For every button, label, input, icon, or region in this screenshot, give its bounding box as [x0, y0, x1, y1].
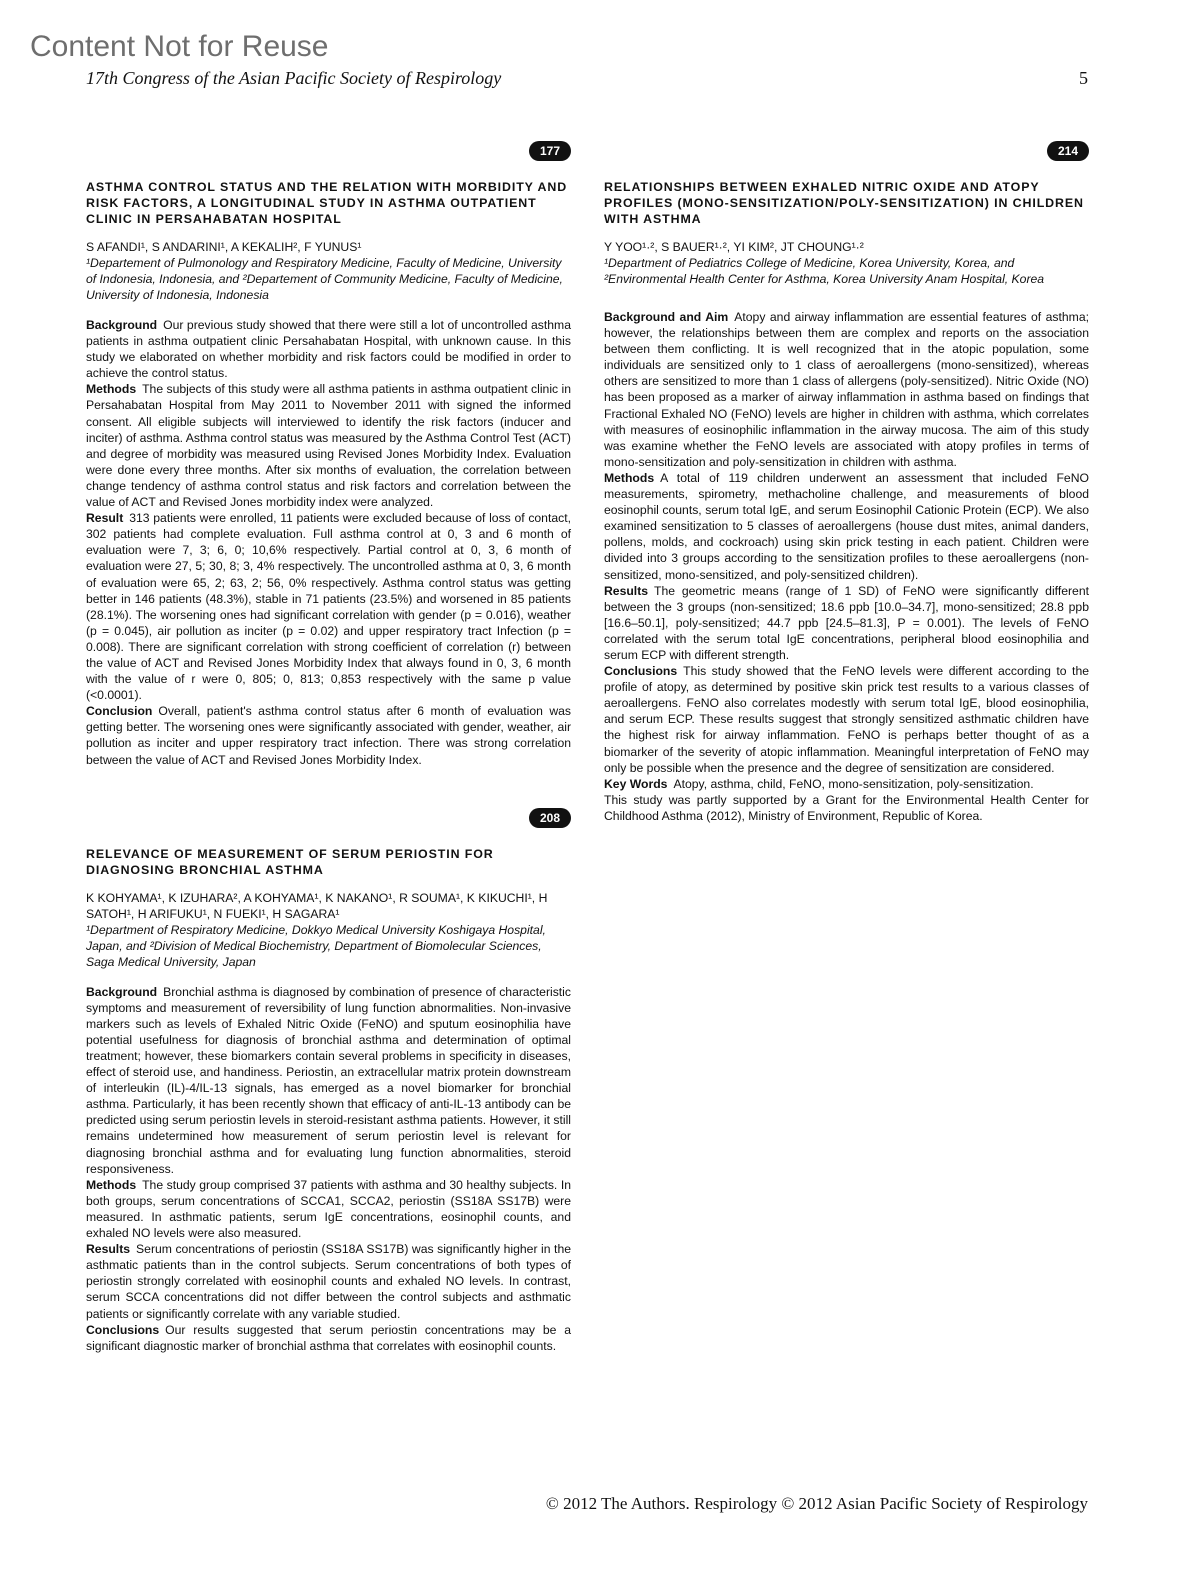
section-methods — [604, 470, 1089, 583]
section-label: Methods — [86, 1177, 137, 1192]
abstract-title: RELEVANCE OF MEASUREMENT OF SERUM PERIOSTIN FOR DIAGNOSING BRONCHIAL ASTHMA — [86, 846, 494, 877]
abstract-177 — [86, 141, 571, 768]
abstract-title: RELATIONSHIPS BETWEEN EXHALED NITRIC OXIDE AND ATOPY PROFILES (MONO-SENSITIZATION/POLY-SENSITIZATION) IN CHILDREN WITH ASTHMA — [604, 180, 1084, 226]
section-text: This study showed that the FeNO levels were different according to the profile of atopy, as determined by positive skin prick test results to a various classes of aeroallergens. FeNO also correlates modestly with serum total IgE, blood eosinophilia, and serum ECP. These results suggest that strongly sensitized asthmatic children have the highest risk for airway inflammation. FeNO is perhaps better thought of as a biomarker of the severity of atopic inflammation. Meaningful interpretation of FeNO may only be possible when the presence and the degree of sensitization are considered. — [604, 664, 1089, 775]
abstract-title: ASTHMA CONTROL STATUS AND THE RELATION WITH MORBIDITY AND RISK FACTORS, A LONGITUDINAL STUDY IN ASTHMA OUTPATIENT CLINIC IN PERSAHABATAN HOSPITAL — [86, 180, 568, 226]
abstract-number-badge: 214 — [1047, 141, 1089, 161]
abstract-214 — [604, 141, 1089, 824]
section-label: Result — [86, 511, 124, 526]
section-results — [604, 583, 1089, 663]
watermark: Content Not for Reuse — [30, 30, 329, 63]
section-text: Bronchial asthma is diagnosed by combination of presence of characteristic symptoms and measurement of reversibility of lung function abnormalities. Non-invasive markers such as levels of Exhaled Nitric Oxide (FeNO) and sputum eosinophilia have potential usefulness for diagnosis of bronchial asthma and determination of optimal treatment; however, these biomarkers contain several problems in specificity in diseases, effect of steroid use, and handiness. Periostin, an extracellular matrix protein downstream of interleukin (IL)-4/IL-13 signals, has emerged as a novel biomarker for bronchial asthma. Particularly, it has been recently shown that efficacy of anti-IL-13 antibody can be predicted using serum periostin levels in steroid-resistant asthma patients. However, it still remains undetermined how measurement of serum periostin level is relevant for diagnosing bronchial asthma and for evaluating lung function abnormalities, steroid responsiveness. — [86, 984, 571, 1176]
abstract-authors: S AFANDI¹, S ANDARINI¹, A KEKALIH², F YUNUS¹ — [86, 240, 362, 254]
section-background — [86, 317, 571, 381]
section-text: Our results suggested that serum periostin concentrations may be a significant diagnostic marker of bronchial asthma that correlates with eosinophil counts. — [86, 1322, 571, 1353]
section-conclusion — [86, 703, 571, 767]
section-text: A total of 119 children underwent an assessment that included FeNO measurements, spirometry, methacholine challenge, and measurements of blood eosinophil counts, serum total IgE, and serum Eosinophil Cationic Protein (ECP). We also examined sensitization to 5 classes of aeroallergens (house dust mites, animal danders, pollens, molds, and cockroach) using skin prick testing in each patient. Children were divided into 3 groups according to the sensitization profiles to these aeroallergens (non-sensitized, mono-sensitized, and poly-sensitized children). — [604, 470, 1089, 582]
abstract-affiliations: ¹Departement of Pulmonology and Respiratory Medicine, Faculty of Medicine, University of Indonesia, Indonesia, and ²Departement of Community Medicine, Faculty of Medicine, University of Indonesia, Indonesia — [86, 256, 563, 302]
section-result — [86, 510, 571, 703]
section-label: Methods — [604, 470, 655, 485]
right-column — [604, 141, 1089, 824]
section-label: Methods — [86, 382, 137, 397]
section-label: Conclusion — [86, 704, 153, 719]
copyright-notice: © 2012 The Authors. Respirology © 2012 Asian Pacific Society of Respirology — [545, 1494, 1088, 1513]
section-text: The subjects of this study were all asthma patients in asthma outpatient clinic in Persahabatan Hospital from May 2011 to November 2011 with signed the informed consent. All eligible subjects will interviewed to identify the risk factors (inducer and inciter) of asthma. Asthma control status was measured by the Asthma Control Test (ACT) and degree of morbidity was measured using Revised Jones Morbidity Index. Evaluation were done every three months. After six months of evaluation, the correlation between change tendency of asthma control status and risk factors and correlation between the value of ACT and Revised Jones morbidity index were analyzed. — [86, 382, 571, 510]
section-text: Overall, patient's asthma control status after 6 month of evaluation was getting better. The worsening ones were significantly associated with gender, weather, air pollution as inciter and upper respiratory tract infection. There was strong correlation between the value of ACT and Revised Jones Morbidity Index. — [86, 704, 571, 767]
abstract-authors: K KOHYAMA¹, K IZUHARA², A KOHYAMA¹, K NAKANO¹, R SOUMA¹, K KIKUCHI¹, H SATOH¹, H ARIFUKU¹, N FUEKI¹, H SAGARA¹ — [86, 890, 548, 921]
section-label: Background — [86, 984, 158, 999]
abstract-affiliations: ¹Department of Respiratory Medicine, Dokkyo Medical University Koshigaya Hospital, Japan, and ²Division of Medical Biochemistry, Department of Biomolecular Sciences, Saga Medical University, Japan — [86, 922, 546, 969]
section-text: The geometric means (range of 1 SD) of FeNO were significantly different between the 3 groups (non-sensitized; 18.6 ppb [10.0–34.7], mono-sensitized; 28.8 ppb [16.6–50.1], poly-sensitized; 44.7 ppb [24.5–81.3], P = 0.001). The levels of FeNO correlated with the serum total IgE concentrations, peripheral blood eosinophilia and serum ECP with different strength. — [604, 583, 1089, 662]
section-label: Results — [604, 583, 649, 598]
section-text: 313 patients were enrolled, 11 patients were excluded because of loss of contact, 302 patients had complete evaluation. Full asthma control at 0, 3 and 6 month of evaluation were 7, 3; 6, 0; 10,6% respectively. Partial control at 0, 3, 6 month of evaluation were 27, 5; 30, 8; 3, 4% respectively. The uncontrolled asthma at 0, 3, 6 month of evaluation were 65, 2; 63, 2; 56, 0% respectively. Asthma control status was getting better in 146 patients (48.3%), stable in 71 patients (23.5%) and worsened in 85 patients (28.1%). The worsening ones had significant correlation with gender (p = 0.016), weather (p = 0.045), air pollution as inciter (p = 0.02) and upper respiratory tract Infection (p = 0.008). There are significant correlation with strong coefficient of correlation (r) between the value of ACT and Revised Jones Morbidity Index that always found in 0, 3, 6 month with the value of r were 0, 805; 0, 813; 0,853 respectively with the same p value (<0.0001). — [86, 511, 571, 703]
abstract-number-badge: 208 — [529, 808, 571, 828]
section-background-and-aim — [604, 309, 1089, 470]
section-text: Serum concentrations of periostin (SS18A SS17B) was significantly higher in the asthmatic patients than in the control subjects. Serum concentrations of both types of periostin strongly correlated with eosinophil counts and exhaled NO levels. In contrast, serum SCCA concentrations did not differ between the control subjects and asthmatic patients or significantly correlate with any variable studied. — [86, 1242, 571, 1321]
page-number: 5 — [1079, 68, 1088, 88]
section-label: Background and Aim — [604, 310, 729, 324]
section-label: Conclusions — [604, 664, 678, 679]
section-conclusions — [86, 1322, 571, 1354]
section-background — [86, 984, 571, 1177]
section-label: Conclusions — [86, 1322, 160, 1337]
running-head: 17th Congress of the Asian Pacific Society of Respirology — [86, 68, 502, 88]
section-text: Atopy and airway inflammation are essential features of asthma; however, the relationships between them are complex and reports on the association between them conflicting. It is well recognized that in the atopic population, some individuals are sensitized only to 1 class of aeroallergens (mono-sensitized), whereas others are sensitized to more than 1 class of allergens (poly-sensitized). Nitric Oxide (NO) has been proposed as a marker of airway inflammation in asthma based on findings that Fractional Exhaled NO (FeNO) levels are higher in children with asthma, which correlates with measures of eosinophilic inflammation in the airway mucosa. The aim of this study was examine whether the FeNO levels are associated with atopy profiles in terms of mono-sensitization and poly-sensitization in children with asthma. — [604, 310, 1089, 469]
left-column — [86, 141, 571, 1354]
abstract-body — [604, 309, 1089, 824]
section-label: Results — [86, 1242, 131, 1257]
section-methods — [86, 1177, 571, 1241]
section-key-words — [604, 776, 1089, 792]
abstract-208 — [86, 808, 571, 1354]
abstract-body — [86, 317, 571, 768]
section-text: The study group comprised 37 patients with asthma and 30 healthy subjects. In both groups, serum concentrations of SCCA1, SCCA2, periostin (SS18A SS17B) were measured. In asthmatic patients, serum IgE concentrations, eosinophil counts, and exhaled NO levels were also measured. — [86, 1177, 571, 1241]
abstract-body — [86, 984, 571, 1354]
section-label: Key Words — [604, 776, 668, 791]
section-methods — [86, 381, 571, 510]
section-results — [86, 1241, 571, 1321]
section-conclusions — [604, 663, 1089, 776]
section-text: Our previous study showed that there were still a lot of uncontrolled asthma patients in asthma outpatient clinic Persahabatan Hospital, with unknown cause. In this study we elaborated on whether morbidity and risk factors could be modified in order to achieve the control status. — [86, 318, 571, 381]
section-label: Background — [86, 318, 158, 332]
section-text: Atopy, asthma, child, FeNO, mono-sensitization, poly-sensitization. — [673, 776, 1034, 791]
abstract-number-badge: 177 — [529, 141, 571, 161]
funding-statement: This study was partly supported by a Grant for the Environmental Health Center for Childhood Asthma (2012), Ministry of Environment, Republic of Korea. — [604, 792, 1089, 823]
abstract-affiliations: ¹Department of Pediatrics College of Medicine, Korea University, Korea, and ²Environmental Health Center for Asthma, Korea University Anam Hospital, Korea — [604, 256, 1045, 286]
abstract-authors: Y YOO¹·², S BAUER¹·², YI KIM², JT CHOUNG¹·² — [604, 240, 864, 254]
